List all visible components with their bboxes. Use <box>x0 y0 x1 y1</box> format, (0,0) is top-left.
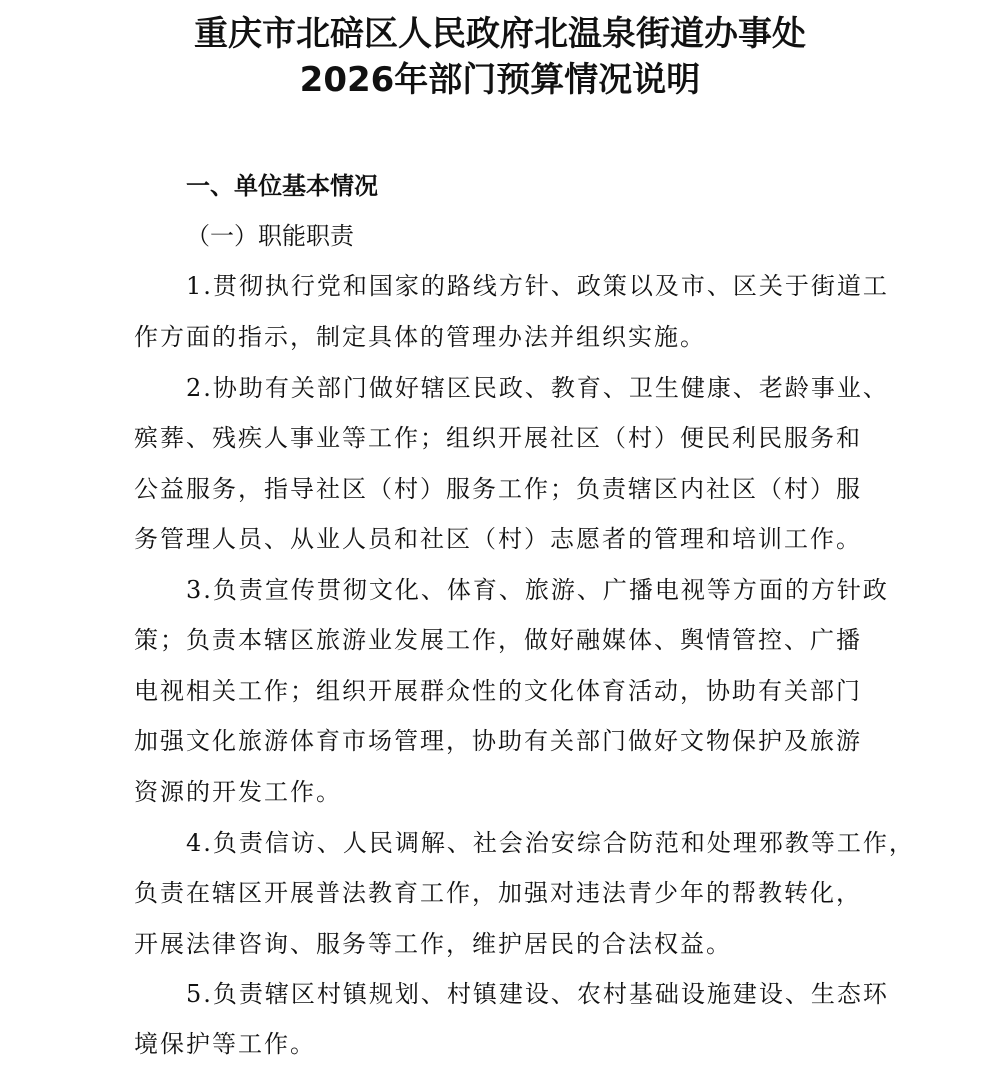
paragraph-line: 殡葬、残疾人事业等工作；组织开展社区（村）便民利民服务和 <box>134 424 862 452</box>
paragraph-line: 加强文化旅游体育市场管理，协助有关部门做好文物保护及旅游 <box>134 727 862 755</box>
paragraph-line: 2.协助有关部门做好辖区民政、教育、卫生健康、老龄事业、 <box>186 374 889 402</box>
subsection-heading-duties: （一）职能职责 <box>186 222 354 250</box>
paragraph-line: 4.负责信访、人民调解、社会治安综合防范和处理邪教等工作， <box>186 829 915 857</box>
paragraph-line: 电视相关工作；组织开展群众性的文化体育活动，协助有关部门 <box>134 677 862 705</box>
paragraph-line: 境保护等工作。 <box>134 1030 316 1058</box>
paragraph-line: 5.负责辖区村镇规划、村镇建设、农村基础设施建设、生态环 <box>186 980 889 1008</box>
paragraph-line: 开展法律咨询、服务等工作，维护居民的合法权益。 <box>134 930 732 958</box>
paragraph-line: 作方面的指示，制定具体的管理办法并组织实施。 <box>134 323 706 351</box>
paragraph-line: 1.贯彻执行党和国家的路线方针、政策以及市、区关于街道工 <box>186 272 889 300</box>
document-title-line-2: 2026年部门预算情况说明 <box>299 60 701 100</box>
paragraph-line: 务管理人员、从业人员和社区（村）志愿者的管理和培训工作。 <box>134 525 862 553</box>
document-title-line-1: 重庆市北碚区人民政府北温泉街道办事处 <box>194 14 806 54</box>
paragraph-line: 公益服务，指导社区（村）服务工作；负责辖区内社区（村）服 <box>134 475 862 503</box>
paragraph-line: 3.负责宣传贯彻文化、体育、旅游、广播电视等方面的方针政 <box>186 576 889 604</box>
paragraph-line: 资源的开发工作。 <box>134 778 342 806</box>
paragraph-line: 负责在辖区开展普法教育工作，加强对违法青少年的帮教转化， <box>134 879 862 907</box>
section-heading-unit-basic-info: 一、单位基本情况 <box>186 172 378 200</box>
paragraph-line: 策；负责本辖区旅游业发展工作，做好融媒体、舆情管控、广播 <box>134 626 862 654</box>
